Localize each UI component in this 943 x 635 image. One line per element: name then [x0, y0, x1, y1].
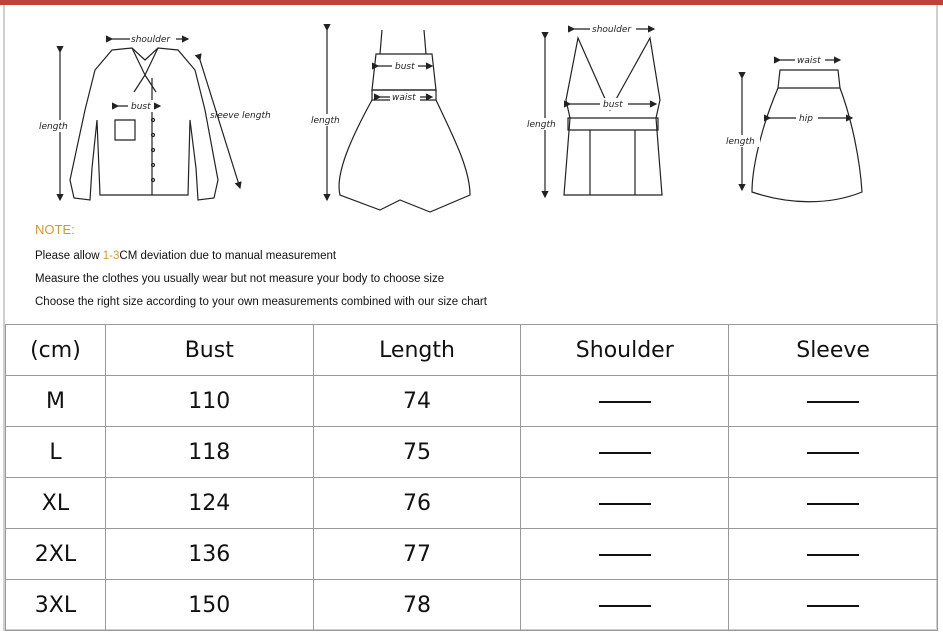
- sleeve-cell: [729, 376, 938, 427]
- empty-dash: [599, 554, 651, 556]
- skirt-waist-label: waist: [797, 56, 821, 66]
- note-line-1-pre: Please allow: [35, 250, 103, 262]
- skirt-hip-label: hip: [799, 114, 813, 124]
- table-row: [6, 427, 938, 478]
- empty-dash: [599, 452, 651, 454]
- length-cell: 76: [313, 478, 521, 529]
- empty-dash: [807, 605, 859, 607]
- tank-length-label: length: [527, 120, 556, 130]
- empty-dash: [807, 554, 859, 556]
- shirt-length-label: length: [39, 122, 68, 132]
- size-cell: XL: [6, 478, 106, 529]
- empty-dash: [599, 605, 651, 607]
- note-line-1: [35, 250, 336, 262]
- tank-bust-label: bust: [603, 100, 623, 110]
- dress-waist-label: waist: [392, 93, 416, 103]
- sleeve-cell: [729, 580, 938, 631]
- empty-dash: [599, 503, 651, 505]
- tank-drawing: [564, 38, 662, 195]
- note-line-3: Choose the right size according to your own measurements combined with our size chart: [35, 296, 487, 308]
- garment-illustrations: [0, 0, 943, 220]
- note-line-2: Measure the clothes you usually wear but not measure your body to choose size: [35, 273, 445, 285]
- dress-bust-label: bust: [395, 62, 415, 72]
- bust-cell: 118: [105, 427, 313, 478]
- skirt-drawing: [752, 70, 862, 202]
- bust-cell: 150: [105, 580, 313, 631]
- shoulder-cell: [521, 580, 729, 631]
- shirt-shoulder-label: shoulder: [131, 35, 171, 45]
- empty-dash: [599, 401, 651, 403]
- bust-cell: 136: [105, 529, 313, 580]
- header-bust: Bust: [105, 325, 313, 376]
- note-line-1-highlight: 1-3: [102, 250, 120, 262]
- dress-length-label: length: [311, 116, 340, 126]
- empty-dash: [807, 452, 859, 454]
- shoulder-cell: [521, 529, 729, 580]
- tank-shoulder-label: shoulder: [592, 25, 632, 35]
- length-cell: 77: [313, 529, 521, 580]
- size-cell: L: [6, 427, 106, 478]
- shoulder-cell: [521, 376, 729, 427]
- shoulder-cell: [521, 478, 729, 529]
- header-cm: (cm): [6, 325, 106, 376]
- size-cell: 3XL: [6, 580, 106, 631]
- table-row: [6, 376, 938, 427]
- dress-drawing: [339, 30, 470, 212]
- shirt-bust-label: bust: [131, 102, 151, 112]
- size-cell: 2XL: [6, 529, 106, 580]
- shirt-drawing: [70, 48, 218, 200]
- table-row: [6, 580, 938, 631]
- length-cell: 78: [313, 580, 521, 631]
- empty-dash: [807, 503, 859, 505]
- header-length: Length: [313, 325, 521, 376]
- shirt-sleeve-label: sleeve length: [210, 111, 271, 121]
- header-shoulder: Shoulder: [521, 325, 729, 376]
- size-table: [5, 324, 938, 631]
- shoulder-cell: [521, 427, 729, 478]
- note-line-1-post: CM deviation due to manual measurement: [119, 250, 337, 262]
- empty-dash: [807, 401, 859, 403]
- sleeve-cell: [729, 529, 938, 580]
- size-cell: M: [6, 376, 106, 427]
- bust-cell: 110: [105, 376, 313, 427]
- header-sleeve: Sleeve: [729, 325, 938, 376]
- table-row: [6, 529, 938, 580]
- skirt-length-label: length: [726, 137, 755, 147]
- bust-cell: 124: [105, 478, 313, 529]
- sleeve-cell: [729, 478, 938, 529]
- length-cell: 74: [313, 376, 521, 427]
- table-header-row: [6, 325, 938, 376]
- table-row: [6, 478, 938, 529]
- length-cell: 75: [313, 427, 521, 478]
- sleeve-cell: [729, 427, 938, 478]
- note-title: NOTE:: [35, 222, 75, 237]
